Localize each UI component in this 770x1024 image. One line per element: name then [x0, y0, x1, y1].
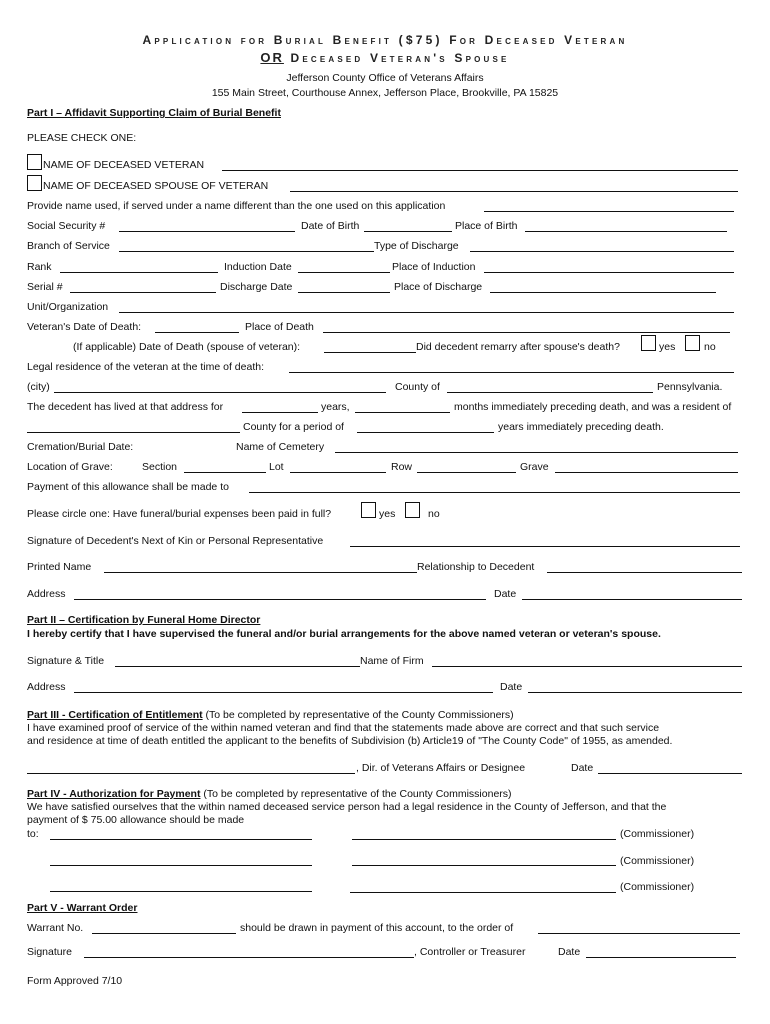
county-field[interactable] [447, 392, 653, 393]
part5-signature-label: Signature [27, 946, 72, 958]
relationship-field[interactable] [547, 572, 742, 573]
part5-date-label: Date [558, 946, 581, 958]
controller-label: , Controller or Treasurer [414, 946, 526, 958]
commissioner-1-label: (Commissioner) [620, 828, 695, 840]
funeral-certify-text: I hereby certify that I have supervised the funeral and/or burial arrangements for the above named veteran or veteran's spouse. [27, 628, 661, 640]
sig-title-field[interactable] [115, 666, 360, 667]
director-label: , Dir. of Veterans Affairs or Designee [356, 762, 526, 774]
part3-line2: and residence at time of death entitled the applicant to the benefits of Subdivision (b) Article19 of "The County Code" of 1955, as amended. [27, 735, 673, 747]
part3-date-label: Date [571, 762, 594, 774]
discharge-date-label: Discharge Date [220, 281, 293, 293]
part3-heading-row [27, 709, 514, 721]
commissioner-2-field[interactable] [352, 865, 616, 866]
lot-label: Lot [269, 461, 284, 473]
paid-yes-checkbox[interactable] [361, 502, 376, 518]
ssn-field[interactable] [119, 231, 295, 232]
remarry-yes-checkbox[interactable] [641, 335, 656, 351]
part3-heading: Part III - Certification of Entitlement [27, 709, 203, 721]
part3-line1: I have examined proof of service of the within named veteran and find that the statements made above are correct and that such service [27, 722, 660, 734]
serial-label: Serial # [27, 281, 63, 293]
pob-field[interactable] [525, 231, 727, 232]
part4-line1: We have satisfied ourselves that the within named deceased service person had a legal residence in the County of Jefferson, and that the [27, 801, 667, 813]
payee-line-3[interactable] [50, 891, 312, 892]
spouse-death-field[interactable] [324, 352, 416, 353]
spouse-name-field[interactable] [290, 191, 738, 192]
check-one-label: PLEASE CHECK ONE: [27, 132, 137, 144]
remarry-no-checkbox[interactable] [685, 335, 700, 351]
serial-field[interactable] [70, 292, 216, 293]
firm-label: Name of Firm [360, 655, 424, 667]
ssn-label: Social Security # [27, 220, 106, 232]
discharge-place-field[interactable] [490, 292, 716, 293]
induction-date-field[interactable] [298, 272, 390, 273]
director-signature-field[interactable] [27, 773, 355, 774]
spouse-checkbox[interactable] [27, 175, 42, 191]
signature-kin-field[interactable] [350, 546, 740, 547]
unit-field[interactable] [119, 312, 734, 313]
paid-no-label: no [428, 508, 440, 520]
signature-kin-label: Signature of Decedent's Next of Kin or Personal Representative [27, 535, 324, 547]
warrant-order-field[interactable] [538, 933, 740, 934]
residence-field[interactable] [289, 372, 734, 373]
county-of-label: County of [395, 381, 440, 393]
years-label: years, [321, 401, 350, 413]
paid-in-full-label: Please circle one: Have funeral/burial expenses been paid in full? [27, 508, 332, 520]
grave-label: Grave [520, 461, 549, 473]
induction-place-label: Place of Induction [392, 261, 476, 273]
payee-line-2[interactable] [50, 865, 312, 866]
title-spouse: Deceased Veteran's Spouse [290, 51, 510, 65]
row-field[interactable] [417, 472, 516, 473]
commissioner-1-field[interactable] [352, 839, 616, 840]
part3-date-field[interactable] [598, 773, 742, 774]
county-years-field[interactable] [357, 432, 494, 433]
office-name: Jefferson County Office of Veterans Affairs [286, 72, 484, 84]
section-field[interactable] [184, 472, 266, 473]
resident-county-field[interactable] [27, 432, 240, 433]
discharge-date-field[interactable] [298, 292, 390, 293]
form-approved: Form Approved 7/10 [27, 975, 123, 987]
discharge-type-label: Type of Discharge [374, 240, 459, 252]
sig-title-label: Signature & Title [27, 655, 105, 667]
firm-field[interactable] [432, 666, 742, 667]
relationship-label: Relationship to Decedent [417, 561, 535, 573]
remarry-label: Did decedent remarry after spouse's death? [416, 341, 620, 353]
cremation-label: Cremation/Burial Date: [27, 441, 134, 453]
payment-field[interactable] [249, 492, 740, 493]
veteran-checkbox[interactable] [27, 154, 42, 170]
remarry-yes-label: yes [659, 341, 676, 353]
branch-label: Branch of Service [27, 240, 110, 252]
part4-to: to: [27, 828, 39, 840]
lot-field[interactable] [290, 472, 386, 473]
cemetery-label: Name of Cemetery [236, 441, 325, 453]
rank-field[interactable] [60, 272, 218, 273]
funeral-date-field[interactable] [528, 692, 742, 693]
months-text: months immediately preceding death, and was a resident of [454, 401, 732, 413]
remarry-no-label: no [704, 341, 716, 353]
form-title-line1: Application for Burial Benefit ($75) For Deceased Veteran [142, 33, 628, 47]
induction-place-field[interactable] [484, 272, 734, 273]
commissioner-3-field[interactable] [350, 892, 616, 893]
part4-heading: Part IV - Authorization for Payment [27, 788, 201, 800]
years-preceding-label: years immediately preceding death. [498, 421, 664, 433]
city-label: (city) [27, 381, 50, 393]
veteran-name-field[interactable] [222, 170, 738, 171]
warrant-drawn-text: should be drawn in payment of this account, to the order of [240, 922, 514, 934]
dob-label: Date of Birth [301, 220, 360, 232]
warrant-no-field[interactable] [92, 933, 236, 934]
paid-no-checkbox[interactable] [405, 502, 420, 518]
section-label: Section [142, 461, 178, 473]
payment-label: Payment of this allowance shall be made to [27, 481, 229, 493]
address-field[interactable] [74, 599, 486, 600]
grave-field[interactable] [555, 472, 738, 473]
part5-date-field[interactable] [586, 957, 736, 958]
lived-label: The decedent has lived at that address for [27, 401, 224, 413]
part5-signature-field[interactable] [84, 957, 414, 958]
commissioner-2-label: (Commissioner) [620, 855, 695, 867]
discharge-place-label: Place of Discharge [394, 281, 483, 293]
form-title-line2 [0, 50, 770, 65]
commissioner-3-label: (Commissioner) [620, 881, 695, 893]
spouse-death-label: (If applicable) Date of Death (spouse of veteran): [73, 341, 301, 353]
part4-heading-row [27, 788, 512, 800]
rank-label: Rank [27, 261, 52, 273]
row-label: Row [391, 461, 413, 473]
place-of-death-label: Place of Death [245, 321, 314, 333]
location-label: Location of Grave: [27, 461, 113, 473]
address-date-field[interactable] [522, 599, 742, 600]
vet-death-date-label: Veteran's Date of Death: [27, 321, 142, 333]
name-used-field[interactable] [484, 211, 734, 212]
part3-note: (To be completed by representative of the County Commissioners) [205, 709, 514, 721]
office-address: 155 Main Street, Courthouse Annex, Jefferson Place, Brookville, PA 15825 [211, 87, 559, 99]
veteran-option-label: NAME OF DECEASED VETERAN [43, 159, 205, 171]
residence-label: Legal residence of the veteran at the time of death: [27, 361, 264, 373]
unit-label: Unit/Organization [27, 301, 109, 313]
part4-line2: payment of $ 75.00 allowance should be made [27, 814, 245, 826]
name-used-label: Provide name used, if served under a name different than the one used on this application [27, 200, 446, 212]
funeral-address-label: Address [27, 681, 66, 693]
county-period-label: County for a period of [243, 421, 344, 433]
paid-yes-label: yes [379, 508, 396, 520]
city-field[interactable] [54, 392, 386, 393]
part4-note: (To be completed by representative of the County Commissioners) [203, 788, 512, 800]
pennsylvania-label: Pennsylvania. [657, 381, 723, 393]
address-date-label: Date [494, 588, 517, 600]
title-or: OR [260, 50, 284, 65]
cemetery-field[interactable] [335, 452, 738, 453]
induction-date-label: Induction Date [224, 261, 292, 273]
discharge-type-field[interactable] [470, 251, 734, 252]
warrant-no-label: Warrant No. [27, 922, 84, 934]
months-lived-field[interactable] [355, 412, 450, 413]
branch-field[interactable] [119, 251, 374, 252]
printed-name-label: Printed Name [27, 561, 92, 573]
address-label: Address [27, 588, 66, 600]
spouse-option-label: NAME OF DECEASED SPOUSE OF VETERAN [43, 180, 269, 192]
payee-line-1[interactable] [50, 839, 312, 840]
part2-heading: Part II – Certification by Funeral Home Director [27, 614, 261, 626]
part1-heading: Part I – Affidavit Supporting Claim of Burial Benefit [27, 107, 281, 119]
pob-label: Place of Birth [455, 220, 518, 232]
years-lived-field[interactable] [242, 412, 318, 413]
dob-field[interactable] [364, 231, 452, 232]
funeral-date-label: Date [500, 681, 523, 693]
printed-name-field[interactable] [104, 572, 417, 573]
part5-heading: Part V - Warrant Order [27, 902, 138, 914]
vet-death-date-field[interactable] [155, 332, 239, 333]
place-of-death-field[interactable] [323, 332, 730, 333]
funeral-address-field[interactable] [74, 692, 493, 693]
